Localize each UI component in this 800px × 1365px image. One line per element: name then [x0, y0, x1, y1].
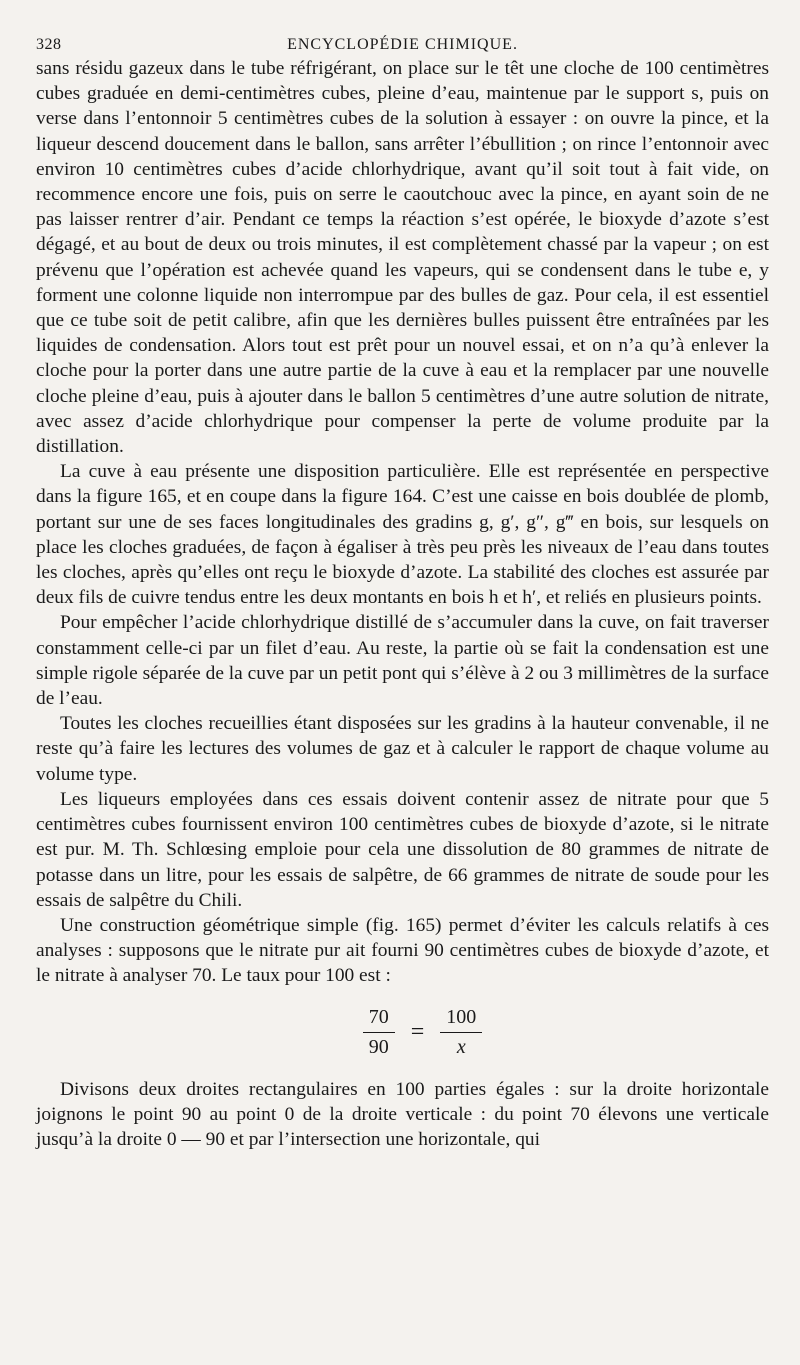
paragraph-continued: sans résidu gazeux dans le tube réfrigérant, on place sur le têt une cloche de 100 centimètres cubes graduée en demi-centimètres cubes, pleine d’eau, maintenue par le support s, puis on verse dans l’entonnoir 5 centimètres cubes de la solution à essayer : on ouvre la pince, et la liqueur descend doucement dans le ballon, sans arrêter l’ébullition ; on rince l’entonnoir avec environ 10 centimètres cubes d’acide chlorhydrique, avant qu’il soit tout à fait vide, on recommence encore une fois, puis on serre le caoutchouc avec la pince, en ayant soin de ne pas laisser rentrer d’air. Pendant ce temps la réaction s’est opérée, le bioxyde d’azote s’est dégagé, et au bout de deux ou trois minutes, il est complètement chassé par la vapeur ; on est prévenu que l’opération est achevée quand les vapeurs, qui se condensent dans le tube e, y forment une colonne liquide non interrompue par des bulles de gaz. Pour cela, il est essentiel que ce tube soit de petit calibre, afin que les dernières bulles puissent être entraînées par les liquides de condensation. Alors tout est prêt pour un nouvel essai, et on n’a qu’à enlever la cloche pour la porter dans une autre partie de la cuve à eau et la remplacer par une nouvelle cloche pleine d’eau, puis à ajouter dans le ballon 5 centimètres d’une autre solution de nitrate, avec assez d’acide chlorhydrique pour compenser la perte de volume produite par la distillation. — [36, 58, 769, 458]
paragraph-acide: Pour empêcher l’acide chlorhydrique distillé de s’accumuler dans la cuve, on fait traverser constamment celle-ci par un filet d’eau. Au reste, la partie où se fait la condensation est une simple rigole séparée de la cuve par un petit pont qui s’élève à 2 ou 3 millimètres de la surface de l’eau. — [36, 612, 769, 710]
right-denominator: x — [456, 1036, 466, 1059]
paragraph-divisons: Divisons deux droites rectangulaires en 100 parties égales : sur la droite horizontale joignons le point 90 au point 0 de la droite verticale : du point 70 élevons une verticale jusqu’à la droite 0 — 90 et par l’intersection une horizontale, qui — [36, 1078, 769, 1150]
running-title: ENCYCLOPÉDIE CHIMIQUE. — [287, 36, 518, 53]
right-numerator: 100 — [440, 1005, 482, 1033]
ratio-formula — [76, 989, 769, 1077]
left-denominator: 90 — [368, 1036, 389, 1059]
left-fraction — [363, 1005, 395, 1060]
body-text — [36, 56, 769, 1152]
paragraph-cuve: La cuve à eau présente une disposition particulière. Elle est représentée en perspective dans la figure 165, et en coupe dans la figure 164. C’est une caisse en bois doublée de plomb, portant sur une de ses faces longitudinales des gradins g, g′, g″, g‴ en bois, sur lesquels on place les cloches graduées, de façon à égaliser à très peu près les niveaux de l’eau dans toutes les cloches, après qu’elles ont reçu le bioxyde d’azote. La stabilité des cloches est assurée par deux fils de cuivre tendus entre les deux montants en bois h et h′, et reliés en plusieurs points. — [36, 461, 769, 609]
page-number: 328 — [36, 36, 62, 53]
left-numerator: 70 — [363, 1005, 395, 1033]
right-fraction — [440, 1005, 482, 1060]
paragraph-cloches: Toutes les cloches recueillies étant disposées sur les gradins à la hauteur convenable, il ne reste qu’à faire les lectures des volumes de gaz et à calculer le rapport de chaque volume au volume type. — [36, 713, 769, 785]
running-head — [36, 0, 769, 56]
equals-sign: = — [410, 1018, 425, 1045]
paragraph-liqueurs: Les liqueurs employées dans ces essais doivent contenir assez de nitrate pour que 5 centimètres cubes fournissent environ 100 centimètres cubes de bioxyde d’azote, si le nitrate est pur. M. Th. Schlœsing emploie pour cela une dissolution de 80 grammes de nitrate de potasse dans un litre, pour les essais de salpêtre, de 66 grammes de nitrate de soude pour les essais de salpêtre du Chili. — [36, 788, 769, 911]
paragraph-construction: Une construction géométrique simple (fig. 165) permet d’éviter les calculs relatifs à ces analyses : supposons que le nitrate pur ait fourni 90 centimètres cubes de bioxyde d’azote, et le nitrate à analyser 70. Le taux pour 100 est : — [36, 914, 769, 987]
